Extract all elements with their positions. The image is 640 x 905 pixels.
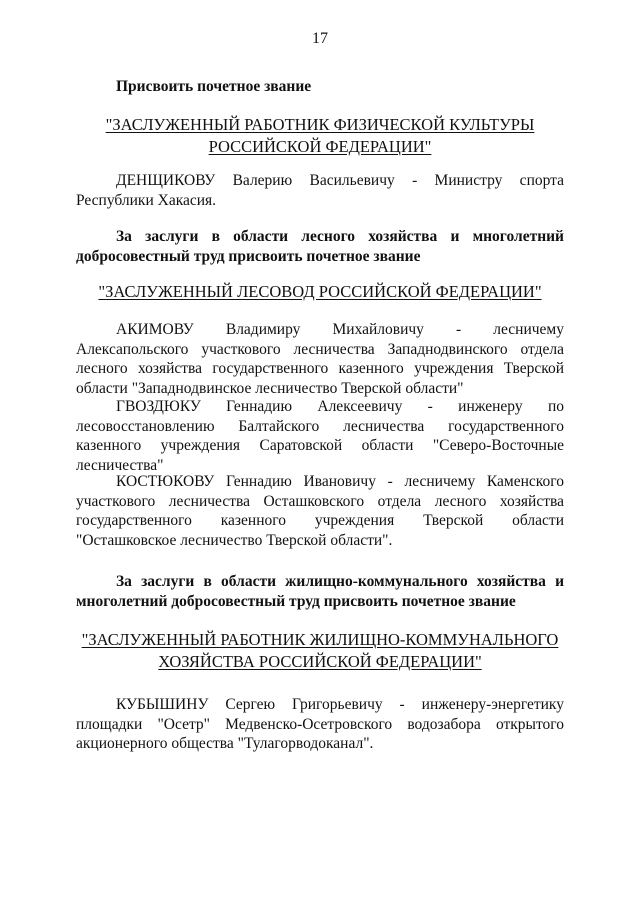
section-3-title	[60, 629, 580, 673]
section-2-title-line-1: "ЗАСЛУЖЕННЫЙ ЛЕСОВОД РОССИЙСКОЙ ФЕДЕРАЦИИ"	[98, 282, 542, 301]
section-2-entry-3: КОСТЮКОВУ Геннадию Ивановичу - лесничему Каменского участкового лесничества Осташковского отдела лесного хозяйства государственного казенного учреждения Тверской области "Осташковское лесничество Тверской области".	[76, 473, 564, 549]
section-1-title	[60, 114, 580, 158]
section-3-title-line-1: "ЗАСЛУЖЕННЫЙ РАБОТНИК ЖИЛИЩНО-КОММУНАЛЬНОГО	[81, 630, 559, 649]
page-number: 17	[312, 30, 328, 47]
section-2-title	[60, 281, 580, 303]
section-3-intro: За заслуги в области жилищно-коммунального хозяйства и многолетний добросовестный труд присвоить почетное звание	[76, 573, 564, 610]
section-2-entry-1: АКИМОВУ Владимиру Михайловичу - лесничему Алексапольского участкового лесничества Западнодвинского отдела лесного хозяйства государственного казенного учреждения Тверской области "Западнодвинское лесничество Тверской области"	[76, 321, 564, 397]
section-1-intro: Присвоить почетное звание	[116, 78, 312, 95]
section-2-intro: За заслуги в области лесного хозяйства и многолетний добросовестный труд присвоить почетное звание	[76, 228, 564, 265]
section-2-entry-2: ГВОЗДЮКУ Геннадию Алексеевичу - инженеру по лесовосстановлению Балтайского лесничества государственного казенного учреждения Саратовской области "Северо-Восточные лесничества"	[76, 398, 564, 474]
section-1-title-line-1: "ЗАСЛУЖЕННЫЙ РАБОТНИК ФИЗИЧЕСКОЙ КУЛЬТУРЫ	[105, 115, 535, 134]
section-1-entry-1: ДЕНЩИКОВУ Валерию Васильевичу - Министру спорта Республики Хакасия.	[76, 172, 564, 209]
section-3-title-line-2: ХОЗЯЙСТВА РОССИЙСКОЙ ФЕДЕРАЦИИ"	[158, 652, 482, 671]
section-3-entry-1: КУБЫШИНУ Сергею Григорьевичу - инженеру-энергетику площадки "Осетр" Медвенско-Осетровского водозабора открытого акционерного общества "Тулагорводоканал".	[76, 696, 564, 752]
section-1-title-line-2: РОССИЙСКОЙ ФЕДЕРАЦИИ"	[208, 137, 432, 156]
